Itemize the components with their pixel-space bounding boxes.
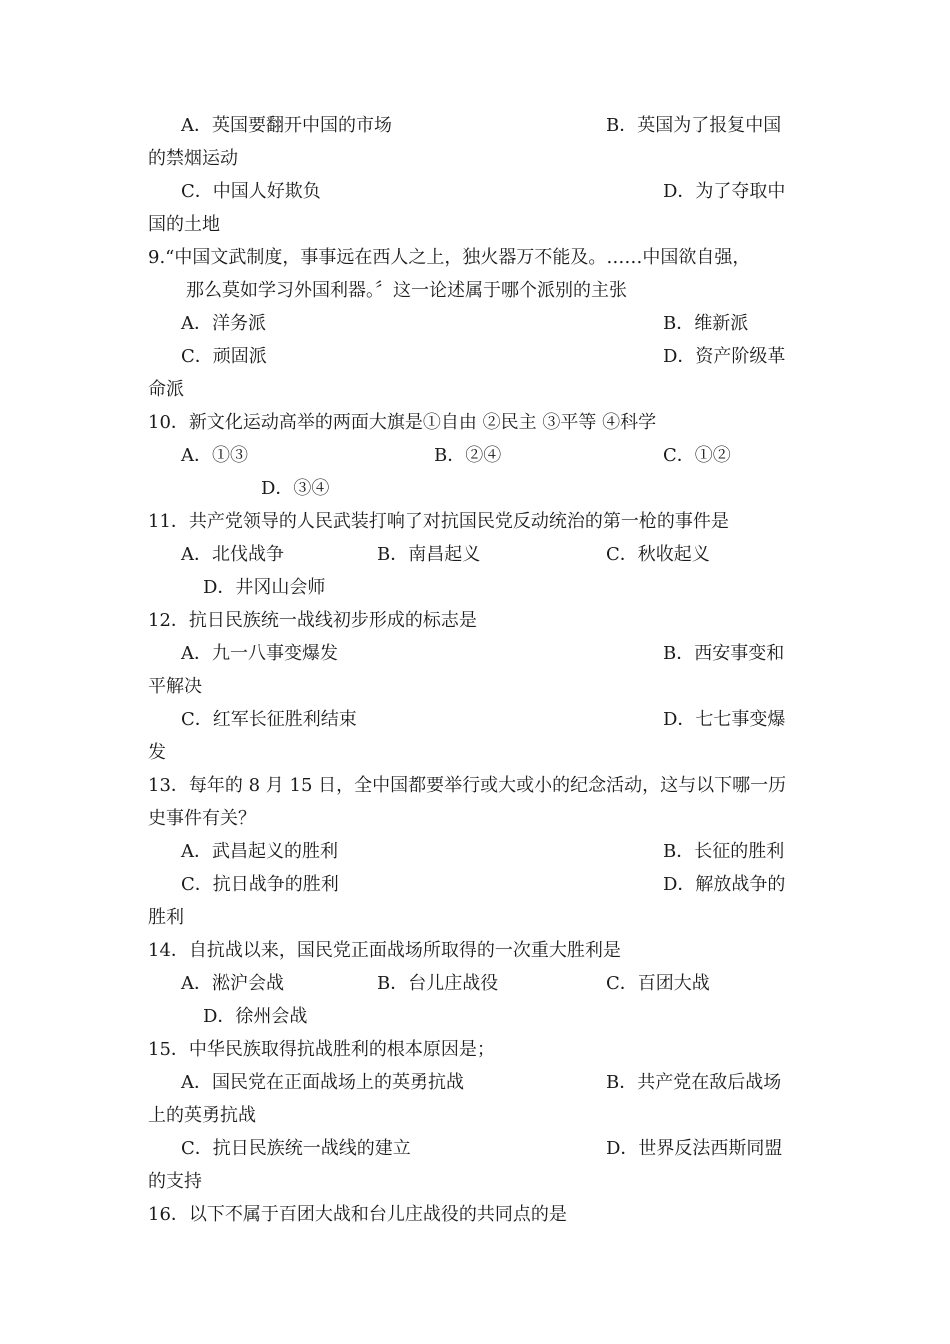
q15-option-d-continuation <box>148 1165 808 1198</box>
q12-option-b-wrap: 平解决 <box>148 676 202 697</box>
q15-option-a: A．国民党在正面战场上的英勇抗战 <box>181 1072 464 1093</box>
q12-options-row-cd <box>148 703 808 736</box>
q12-stem-line <box>148 604 808 637</box>
q13-options-row-cd <box>148 868 808 901</box>
q11-stem: 11．共产党领导的人民武装打响了对抗国民党反动统治的第一枪的事件是 <box>148 511 729 532</box>
q12-options-row-ab <box>148 637 808 670</box>
q11-stem-line <box>148 505 808 538</box>
q15-option-b: B．共产党在敌后战场 <box>606 1072 782 1093</box>
q12-option-b: B．西安事变和 <box>663 643 785 664</box>
q9-stem-wrap: 那么莫如学习外国利器。〞这一论述属于哪个派别的主张 <box>186 280 627 301</box>
q8-option-d-continuation <box>148 208 808 241</box>
q12-option-b-continuation <box>148 670 808 703</box>
q13-stem-wrap: 史事件有关？ <box>148 808 256 829</box>
q11-option-c: C．秋收起义 <box>606 544 710 565</box>
q9-options-row-ab <box>148 307 808 340</box>
q15-stem-line <box>148 1033 808 1066</box>
q16-stem: 16．以下不属于百团大战和台儿庄战役的共同点的是 <box>148 1204 567 1225</box>
q10-options-row-d <box>148 472 808 505</box>
q11-options-row-abc <box>148 538 808 571</box>
q13-option-d: D．解放战争的 <box>663 874 786 895</box>
q13-option-a: A．武昌起义的胜利 <box>181 841 338 862</box>
q8-option-a: A．英国要翻开中国的市场 <box>181 115 392 136</box>
q15-options-row-ab <box>148 1066 808 1099</box>
q13-option-d-continuation <box>148 901 808 934</box>
q9-stem-line1 <box>148 241 808 274</box>
q9-option-d-wrap: 命派 <box>148 379 184 400</box>
q12-option-a: A．九一八事变爆发 <box>181 643 338 664</box>
q11-option-b: B．南昌起义 <box>377 544 481 565</box>
q8-option-d: D．为了夺取中 <box>663 181 786 202</box>
q8-option-b-continuation <box>148 142 808 175</box>
q14-option-c: C．百团大战 <box>606 973 710 994</box>
q12-option-d: D．七七事变爆 <box>663 709 786 730</box>
q13-option-b: B．长征的胜利 <box>663 841 785 862</box>
q13-stem-line1 <box>148 769 808 802</box>
q14-options-row-d <box>148 1000 808 1033</box>
q8-option-d-wrap: 国的土地 <box>148 214 220 235</box>
q10-option-b: B．②④ <box>434 445 502 466</box>
q15-option-c: C．抗日民族统一战线的建立 <box>181 1138 411 1159</box>
q15-option-b-continuation <box>148 1099 808 1132</box>
q8-option-b-wrap: 的禁烟运动 <box>148 148 238 169</box>
q12-option-c: C．红军长征胜利结束 <box>181 709 357 730</box>
q11-option-d: D．井冈山会师 <box>203 577 326 598</box>
q14-option-d: D．徐州会战 <box>203 1006 308 1027</box>
q15-stem: 15．中华民族取得抗战胜利的根本原因是； <box>148 1039 495 1060</box>
q12-option-d-continuation <box>148 736 808 769</box>
q8-options-row-cd <box>148 175 808 208</box>
q14-stem: 14．自抗战以来，国民党正面战场所取得的一次重大胜利是 <box>148 940 621 961</box>
q15-options-row-cd <box>148 1132 808 1165</box>
q8-option-c: C．中国人好欺负 <box>181 181 321 202</box>
q11-option-a: A．北伐战争 <box>181 544 284 565</box>
q9-option-d-continuation <box>148 373 808 406</box>
q10-option-d: D．③④ <box>261 478 330 499</box>
q9-stem: 9.“中国文武制度，事事远在西人之上，独火器万不能及。……中国欲自强， <box>148 247 751 268</box>
q9-option-d: D．资产阶级革 <box>663 346 786 367</box>
q9-option-b: B．维新派 <box>663 313 749 334</box>
q13-options-row-ab <box>148 835 808 868</box>
q15-option-d: D．世界反法西斯同盟 <box>606 1138 783 1159</box>
q10-stem-line <box>148 406 808 439</box>
q9-option-a: A．洋务派 <box>181 313 266 334</box>
q13-stem-line2 <box>148 802 808 835</box>
q14-option-a: A．淞沪会战 <box>181 973 284 994</box>
q10-option-c: C．①② <box>663 445 731 466</box>
q13-option-d-wrap: 胜利 <box>148 907 184 928</box>
q14-options-row-abc <box>148 967 808 1000</box>
q10-option-a: A．①③ <box>181 445 248 466</box>
q15-option-b-wrap: 上的英勇抗战 <box>148 1105 256 1126</box>
q8-option-b: B．英国为了报复中国 <box>606 115 782 136</box>
q9-stem-line2 <box>148 274 808 307</box>
q11-options-row-d <box>148 571 808 604</box>
document-page <box>148 109 808 1231</box>
q13-option-c: C．抗日战争的胜利 <box>181 874 339 895</box>
q12-option-d-wrap: 发 <box>148 742 166 763</box>
q8-options-row-ab <box>148 109 808 142</box>
q15-option-d-wrap: 的支持 <box>148 1171 202 1192</box>
q14-option-b: B．台儿庄战役 <box>377 973 499 994</box>
q13-stem: 13．每年的 8 月 15 日，全中国都要举行或大或小的纪念活动，这与以下哪一历 <box>148 775 787 796</box>
q9-options-row-cd <box>148 340 808 373</box>
q9-option-c: C．顽固派 <box>181 346 267 367</box>
q10-options-row-abc <box>148 439 808 472</box>
q12-stem: 12．抗日民族统一战线初步形成的标志是 <box>148 610 477 631</box>
q10-stem: 10．新文化运动高举的两面大旗是①自由 ②民主 ③平等 ④科学 <box>148 412 657 433</box>
q14-stem-line <box>148 934 808 967</box>
q16-stem-line <box>148 1198 808 1231</box>
